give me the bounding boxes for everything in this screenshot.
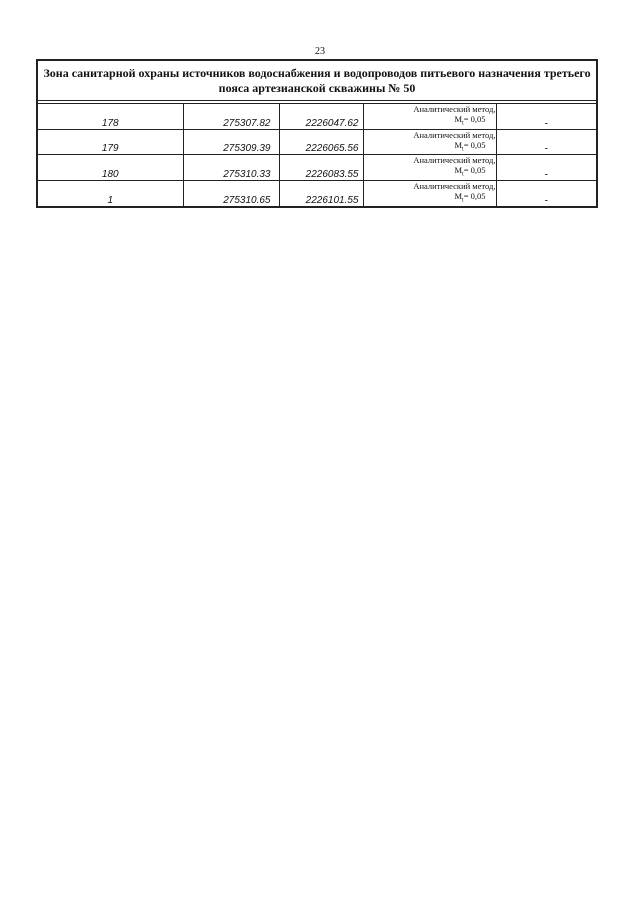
method-accuracy: $M_t= 0,05$ [454, 139, 486, 153]
table-row [37, 155, 597, 181]
table-row [37, 129, 597, 155]
table-row [37, 104, 597, 130]
method-name: Аналитический метод, [413, 129, 496, 140]
note-cell: - [496, 129, 597, 155]
y-coordinate-cell: 2226047.62 [279, 104, 363, 130]
point-number-cell: 1 [37, 181, 183, 207]
y-coordinate-cell: 2226065.56 [279, 129, 363, 155]
x-coordinate-cell: 275307.82 [183, 104, 279, 130]
y-coordinate-cell: 2226083.55 [279, 155, 363, 181]
method-cell [363, 129, 496, 155]
method-name: Аналитический метод, [413, 181, 496, 192]
point-number-cell: 178 [37, 104, 183, 130]
method-accuracy: $M_t= 0,05$ [454, 165, 486, 179]
method-accuracy: $M_t= 0,05$ [454, 191, 486, 204]
y-coordinate-cell: 2226101.55 [279, 181, 363, 207]
point-number-cell: 180 [37, 155, 183, 181]
x-coordinate-cell: 275310.33 [183, 155, 279, 181]
method-cell [363, 181, 496, 207]
method-name: Аналитический метод, [413, 155, 496, 166]
coordinates-table [36, 59, 598, 208]
page-number: 23 [315, 46, 325, 57]
method-accuracy: $M_t= 0,05$ [454, 114, 486, 127]
method-cell [363, 155, 496, 181]
table-row [37, 181, 597, 207]
table-title-row [37, 60, 597, 101]
note-cell: - [496, 155, 597, 181]
method-name: Аналитический метод, [413, 104, 496, 114]
note-cell: - [496, 104, 597, 130]
table-title: Зона санитарной охраны источников водоснабжения и водопроводов питьевого назначения третьего пояса артезианской скважины № 50 [37, 60, 597, 101]
point-number-cell: 179 [37, 129, 183, 155]
x-coordinate-cell: 275309.39 [183, 129, 279, 155]
x-coordinate-cell: 275310.65 [183, 181, 279, 207]
method-cell [363, 104, 496, 130]
note-cell: - [496, 181, 597, 207]
